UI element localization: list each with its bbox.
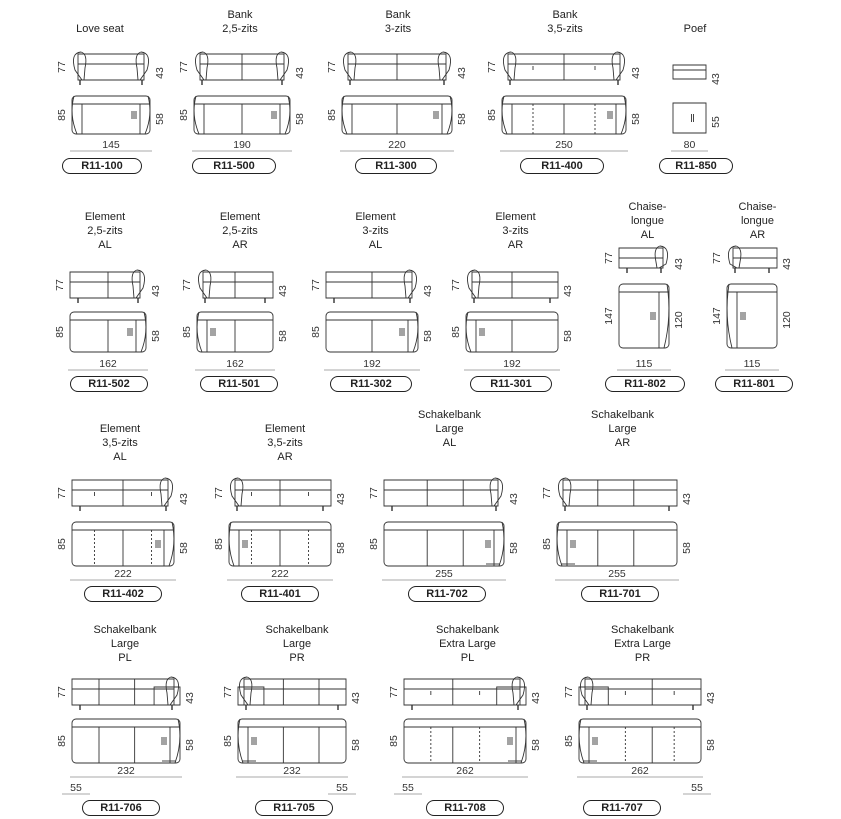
item-chaise-al xyxy=(595,196,700,396)
seat-depth-dim: 58 xyxy=(530,739,542,751)
width-dim: 192 xyxy=(363,358,381,370)
item-el-25-ar xyxy=(175,206,305,396)
depth-dim: 85 xyxy=(181,326,193,338)
front-height-dim: 77 xyxy=(603,252,615,264)
product-code-badge: R11-400 xyxy=(520,158,604,174)
item-bank-35 xyxy=(480,0,650,180)
front-view xyxy=(673,65,706,79)
product-code-badge: R11-402 xyxy=(84,586,162,602)
front-height-dim: 77 xyxy=(541,487,553,499)
seat-height-dim: 43 xyxy=(335,493,347,505)
front-height-dim: 77 xyxy=(368,487,380,499)
seat-depth-dim: 55 xyxy=(710,116,722,128)
depth-dim: 85 xyxy=(56,735,68,747)
extra-dim: 55 xyxy=(691,782,703,794)
item-sb-xl-pl xyxy=(380,619,555,819)
width-dim: 190 xyxy=(233,139,251,151)
seat-height-dim: 43 xyxy=(710,73,722,85)
front-height-dim: 77 xyxy=(181,279,193,291)
width-dim: 80 xyxy=(683,139,696,151)
seat-height-dim: 43 xyxy=(562,285,574,297)
depth-dim: 85 xyxy=(541,538,553,550)
product-code-badge: R11-502 xyxy=(70,376,148,392)
plan-view xyxy=(384,522,504,566)
title-line: PL xyxy=(460,652,475,664)
seat-height-dim: 43 xyxy=(681,493,693,505)
title-line: 3,5-zits xyxy=(102,437,138,449)
seat-depth-dim: 58 xyxy=(508,542,520,554)
seat-depth-dim: 58 xyxy=(422,330,434,342)
title-line: Element xyxy=(355,211,396,223)
item-chaise-ar xyxy=(705,196,810,396)
front-view xyxy=(70,270,145,303)
product-code-badge: R11-100 xyxy=(62,158,142,174)
item-sb-l-pl xyxy=(40,619,210,819)
seat-depth-dim: 58 xyxy=(705,739,717,751)
front-view xyxy=(73,52,148,85)
title-line: Element xyxy=(264,423,306,435)
seat-height-dim: 43 xyxy=(781,258,793,270)
seat-height-dim: 43 xyxy=(154,67,166,79)
title-line: Bank xyxy=(227,9,253,21)
item-bank-3 xyxy=(318,0,478,180)
width-dim: 115 xyxy=(635,358,653,370)
depth-dim: 85 xyxy=(56,538,68,550)
product-code-badge: R11-801 xyxy=(715,376,793,392)
width-dim: 232 xyxy=(283,765,301,777)
extra-dim: 55 xyxy=(70,782,82,794)
front-view xyxy=(404,677,526,710)
width-dim: 255 xyxy=(435,568,453,580)
plan-view xyxy=(197,312,273,352)
title-line: Element xyxy=(219,211,261,223)
title-line: AR xyxy=(749,229,766,241)
seat-height-dim: 43 xyxy=(294,67,306,79)
title-line: Schakelbank xyxy=(265,624,329,636)
width-dim: 222 xyxy=(271,568,289,580)
depth-dim: 85 xyxy=(310,326,322,338)
seat-depth-dim: 58 xyxy=(335,542,347,554)
title-line: Chaise- xyxy=(628,201,667,213)
item-sb-xl-pr xyxy=(555,619,730,819)
extra-dim: 55 xyxy=(402,782,414,794)
front-view xyxy=(503,52,624,85)
product-code-badge: R11-706 xyxy=(82,800,160,816)
front-view xyxy=(384,478,503,511)
product-code-badge: R11-300 xyxy=(355,158,437,174)
width-dim: 192 xyxy=(503,358,521,370)
front-view xyxy=(72,677,180,710)
title-line: AL xyxy=(113,451,127,463)
front-view xyxy=(579,677,701,710)
title-line: Chaise- xyxy=(738,201,777,213)
front-height-dim: 77 xyxy=(310,279,322,291)
depth-dim: 85 xyxy=(178,109,190,121)
front-view xyxy=(195,52,288,85)
item-el-25-al xyxy=(40,206,170,396)
seat-depth-dim: 58 xyxy=(154,113,166,125)
width-dim: 262 xyxy=(631,765,649,777)
front-height-dim: 77 xyxy=(213,487,225,499)
front-view xyxy=(238,677,346,710)
title-line: Element xyxy=(99,423,141,435)
title-line: Large xyxy=(608,423,637,435)
depth-dim: 85 xyxy=(388,735,400,747)
title-line: AR xyxy=(507,239,524,251)
depth-dim: 147 xyxy=(711,307,723,325)
width-dim: 162 xyxy=(226,358,244,370)
seat-height-dim: 43 xyxy=(150,285,162,297)
title-line: AL xyxy=(442,437,457,449)
title-line: PR xyxy=(289,652,305,664)
title-line: 3,5-zits xyxy=(547,23,583,35)
title-line: AL xyxy=(368,239,383,251)
seat-depth-dim: 58 xyxy=(562,330,574,342)
seat-depth-dim: 58 xyxy=(294,113,306,125)
front-height-dim: 77 xyxy=(450,279,462,291)
front-height-dim: 77 xyxy=(222,686,234,698)
title-line: Schakelbank xyxy=(611,624,674,636)
seat-height-dim: 43 xyxy=(530,692,542,704)
title-line: Poef xyxy=(683,23,707,35)
front-view xyxy=(326,270,417,303)
title-line: AR xyxy=(277,451,293,463)
plan-view xyxy=(238,719,346,763)
plan-view xyxy=(557,522,677,566)
product-code-badge: R11-708 xyxy=(426,800,504,816)
front-height-dim: 77 xyxy=(56,61,68,73)
product-code-badge: R11-850 xyxy=(659,158,733,174)
item-sb-l-ar xyxy=(535,404,710,608)
title-line: Element xyxy=(84,211,126,223)
seat-height-dim: 43 xyxy=(422,285,434,297)
plan-view xyxy=(70,312,146,352)
front-view xyxy=(619,246,668,273)
seat-depth-dim: 58 xyxy=(277,330,289,342)
plan-view xyxy=(466,312,558,352)
sofa-drawing xyxy=(170,0,310,180)
front-view xyxy=(728,246,777,273)
product-code-badge: R11-701 xyxy=(581,586,659,602)
title-line: Schakelbank xyxy=(436,624,499,636)
width-dim: 145 xyxy=(102,139,120,151)
depth-dim: 85 xyxy=(486,109,498,121)
title-line: longue xyxy=(630,215,665,227)
depth-dim: 85 xyxy=(54,326,66,338)
item-poef xyxy=(650,0,740,180)
sofa-drawing xyxy=(318,0,478,180)
title-line: 3-zits xyxy=(384,23,412,35)
width-dim: 250 xyxy=(555,139,573,151)
product-code-badge: R11-707 xyxy=(583,800,661,816)
front-view xyxy=(198,270,273,303)
seat-depth-dim: 120 xyxy=(673,311,685,329)
item-sb-l-al xyxy=(362,404,537,608)
title-line: AR xyxy=(614,437,631,449)
sofa-drawing xyxy=(40,0,160,180)
plan-view xyxy=(502,96,626,134)
seat-height-dim: 43 xyxy=(705,692,717,704)
front-height-dim: 77 xyxy=(326,61,338,73)
front-view xyxy=(72,478,173,511)
product-code-badge: R11-702 xyxy=(408,586,486,602)
title-line: Bank xyxy=(552,9,578,21)
seat-depth-dim: 58 xyxy=(456,113,468,125)
seat-height-dim: 43 xyxy=(630,67,642,79)
title-line: Element xyxy=(495,211,536,223)
front-height-dim: 77 xyxy=(178,61,190,73)
plan-view xyxy=(579,719,701,763)
title-line: Extra Large xyxy=(439,638,496,650)
seat-height-dim: 43 xyxy=(456,67,468,79)
seat-height-dim: 43 xyxy=(673,258,685,270)
plan-view xyxy=(229,522,331,566)
width-dim: 220 xyxy=(388,139,406,151)
title-line: longue xyxy=(740,215,775,227)
seat-depth-dim: 58 xyxy=(150,330,162,342)
title-line: Bank xyxy=(385,9,411,21)
plan-view xyxy=(72,96,150,134)
item-el-35-ar xyxy=(205,418,365,608)
sofa-drawing xyxy=(212,619,382,819)
product-code-badge: R11-500 xyxy=(192,158,276,174)
plan-view xyxy=(727,284,777,348)
item-bank-25 xyxy=(170,0,310,180)
title-line: 2,5-zits xyxy=(87,225,123,237)
depth-dim: 85 xyxy=(213,538,225,550)
product-code-badge: R11-705 xyxy=(255,800,333,816)
title-line: AL xyxy=(640,229,655,241)
plan-view xyxy=(72,522,174,566)
front-height-dim: 77 xyxy=(486,61,498,73)
title-line: Schakelbank xyxy=(418,409,481,421)
depth-dim: 85 xyxy=(222,735,234,747)
title-line: Large xyxy=(435,423,464,435)
plan-view xyxy=(404,719,526,763)
seat-depth-dim: 58 xyxy=(350,739,362,751)
front-height-dim: 77 xyxy=(563,686,575,698)
sofa-drawing xyxy=(650,0,740,180)
seat-depth-dim: 58 xyxy=(630,113,642,125)
seat-height-dim: 43 xyxy=(508,493,520,505)
depth-dim: 85 xyxy=(326,109,338,121)
depth-dim: 85 xyxy=(56,109,68,121)
plan-view xyxy=(342,96,452,134)
sofa-drawing xyxy=(555,619,730,819)
seat-depth-dim: 58 xyxy=(184,739,196,751)
seat-height-dim: 43 xyxy=(350,692,362,704)
title-line: Schakelbank xyxy=(591,409,654,421)
title-line: Large xyxy=(110,638,140,650)
title-line: 3-zits xyxy=(362,225,389,237)
front-view xyxy=(467,270,558,303)
front-height-dim: 77 xyxy=(388,686,400,698)
product-code-badge: R11-302 xyxy=(330,376,412,392)
title-line: 2,5-zits xyxy=(222,23,258,35)
title-line: Extra Large xyxy=(614,638,671,650)
title-line: Large xyxy=(282,638,312,650)
item-el-3-ar xyxy=(448,206,583,396)
title-line: PL xyxy=(118,652,132,664)
title-line: 2,5-zits xyxy=(222,225,258,237)
item-love-seat xyxy=(40,0,166,180)
front-height-dim: 77 xyxy=(56,487,68,499)
seat-height-dim: 43 xyxy=(178,493,190,505)
title-line: 3,5-zits xyxy=(267,437,303,449)
front-view xyxy=(558,478,677,511)
depth-dim: 85 xyxy=(563,735,575,747)
item-el-35-al xyxy=(40,418,200,608)
depth-dim: 85 xyxy=(368,538,380,550)
title-line: AL xyxy=(98,239,112,251)
product-code-badge: R11-301 xyxy=(470,376,552,392)
width-dim: 162 xyxy=(99,358,117,370)
front-view xyxy=(230,478,331,511)
front-height-dim: 77 xyxy=(711,252,723,264)
item-el-3-al xyxy=(308,206,443,396)
width-dim: 115 xyxy=(743,358,761,370)
plan-view xyxy=(72,719,180,763)
depth-dim: 85 xyxy=(450,326,462,338)
extra-dim: 55 xyxy=(336,782,348,794)
title-line: Schakelbank xyxy=(93,624,157,636)
sofa-drawing xyxy=(40,619,210,819)
title-line: AR xyxy=(232,239,248,251)
sofa-drawing xyxy=(480,0,650,180)
plan-view xyxy=(194,96,290,134)
plan-view xyxy=(619,284,669,348)
title-line: Love seat xyxy=(76,23,124,35)
plan-view xyxy=(326,312,418,352)
seat-height-dim: 43 xyxy=(184,692,196,704)
seat-height-dim: 43 xyxy=(277,285,289,297)
front-height-dim: 77 xyxy=(56,686,68,698)
width-dim: 262 xyxy=(456,765,474,777)
title-line: PR xyxy=(634,652,651,664)
depth-dim: 147 xyxy=(603,307,615,325)
plan-view xyxy=(673,103,706,133)
width-dim: 232 xyxy=(117,765,135,777)
product-code-badge: R11-401 xyxy=(241,586,319,602)
seat-depth-dim: 58 xyxy=(681,542,693,554)
seat-depth-dim: 58 xyxy=(178,542,190,554)
title-line: 3-zits xyxy=(502,225,529,237)
front-height-dim: 77 xyxy=(54,279,66,291)
item-sb-l-pr xyxy=(212,619,382,819)
width-dim: 222 xyxy=(114,568,132,580)
width-dim: 255 xyxy=(608,568,626,580)
front-view xyxy=(343,52,450,85)
product-code-badge: R11-802 xyxy=(605,376,685,392)
product-code-badge: R11-501 xyxy=(200,376,278,392)
seat-depth-dim: 120 xyxy=(781,311,793,329)
